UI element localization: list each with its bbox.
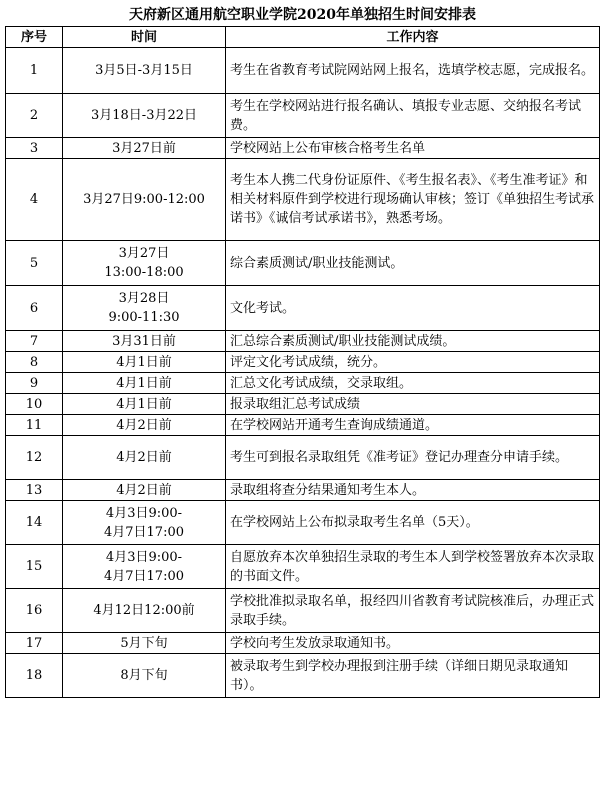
row-time-line: 3月18日-3月22日	[90, 108, 198, 123]
table-row	[6, 501, 600, 545]
row-time	[63, 331, 226, 352]
row-time	[63, 159, 226, 241]
row-time-line: 4月1日前	[116, 396, 172, 412]
row-number: 14	[6, 501, 63, 545]
row-time	[63, 633, 226, 654]
row-time-line: 4月1日前	[116, 375, 172, 391]
row-time-line: 3月28日	[118, 291, 170, 306]
table-row	[6, 159, 600, 241]
row-number: 4	[6, 159, 63, 241]
row-content: 录取组将查分结果通知考生本人。	[226, 480, 600, 501]
row-time-line: 8月下旬	[120, 668, 168, 683]
row-number: 2	[6, 94, 63, 138]
table-row	[6, 48, 600, 94]
row-number: 7	[6, 331, 63, 352]
row-number: 12	[6, 436, 63, 480]
table-row	[6, 654, 600, 698]
row-content: 自愿放弃本次单独招生录取的考生本人到学校签署放弃本次录取的书面文件。	[226, 545, 600, 589]
row-time-line: 3月31日前	[112, 333, 176, 349]
table-row	[6, 633, 600, 654]
row-content: 学校向考生发放录取通知书。	[226, 633, 600, 654]
row-time-line: 3月27日	[118, 246, 170, 261]
table-row	[6, 94, 600, 138]
page-title: 天府新区通用航空职业学院2020年单独招生时间安排表	[129, 7, 476, 23]
row-time	[63, 501, 226, 545]
row-time	[63, 480, 226, 501]
row-time	[63, 415, 226, 436]
row-time	[63, 138, 226, 159]
row-time-line: 4月12日12:00前	[93, 603, 195, 618]
row-content: 在学校网站开通考生查询成绩通道。	[226, 415, 600, 436]
row-time	[63, 241, 226, 286]
row-content: 文化考试。	[226, 286, 600, 331]
row-content: 评定文化考试成绩，统分。	[226, 352, 600, 373]
row-number: 5	[6, 241, 63, 286]
row-content: 考生本人携二代身份证原件、《考生报名表》、《考生准考证》和相关材料原件到学校进行现场确认审核；签订《单独招生考试承诺书》《诚信考试承诺书》，熟悉考场。	[226, 159, 600, 241]
table-row	[6, 394, 600, 415]
row-time	[63, 545, 226, 589]
row-number: 3	[6, 138, 63, 159]
row-content: 考生在学校网站进行报名确认、填报专业志愿、交纳报名考试费。	[226, 94, 600, 138]
table-row	[6, 352, 600, 373]
header-time: 时间	[63, 27, 226, 48]
row-content: 在学校网站上公布拟录取考生名单（5天）。	[226, 501, 600, 545]
table-row	[6, 286, 600, 331]
row-content: 学校批准拟录取名单，报经四川省教育考试院核准后，办理正式录取手续。	[226, 589, 600, 633]
table-row	[6, 589, 600, 633]
row-time-line: 4月2日前	[116, 450, 172, 465]
row-time-line: 13:00-18:00	[104, 265, 184, 280]
row-content: 学校网站上公布审核合格考生名单	[226, 138, 600, 159]
table-row	[6, 241, 600, 286]
table-row	[6, 436, 600, 480]
row-content: 报录取组汇总考试成绩	[226, 394, 600, 415]
row-time-line: 3月27日前	[112, 140, 176, 156]
table-row	[6, 545, 600, 589]
row-number: 13	[6, 480, 63, 501]
row-time-line: 4月2日前	[116, 482, 172, 498]
row-time	[63, 352, 226, 373]
row-time	[63, 48, 226, 94]
row-number: 15	[6, 545, 63, 589]
row-time	[63, 394, 226, 415]
row-number: 17	[6, 633, 63, 654]
row-time-line: 3月27日9:00-12:00	[83, 192, 205, 207]
row-number: 1	[6, 48, 63, 94]
table-row	[6, 138, 600, 159]
row-time-line: 4月2日前	[116, 417, 172, 433]
row-content: 考生可到报名录取组凭《准考证》登记办理查分申请手续。	[226, 436, 600, 480]
row-content: 综合素质测试/职业技能测试。	[226, 241, 600, 286]
header-content: 工作内容	[226, 27, 600, 48]
row-time-line: 4月3日9:00-	[105, 505, 183, 521]
header-no: 序号	[6, 27, 63, 48]
row-time	[63, 654, 226, 698]
row-time	[63, 436, 226, 480]
row-time-line: 4月1日前	[116, 354, 172, 370]
row-time-line: 3月5日-3月15日	[95, 63, 193, 78]
row-content: 考生在省教育考试院网站网上报名，选填学校志愿，完成报名。	[226, 48, 600, 94]
table-header-row	[6, 27, 600, 48]
row-number: 8	[6, 352, 63, 373]
row-time-line: 4月3日9:00-	[105, 549, 183, 565]
row-time-line: 9:00-11:30	[108, 310, 180, 325]
row-number: 11	[6, 415, 63, 436]
row-time	[63, 589, 226, 633]
row-content: 被录取考生到学校办理报到注册手续（详细日期见录取通知书）。	[226, 654, 600, 698]
row-time	[63, 286, 226, 331]
schedule-table	[5, 26, 600, 698]
row-number: 18	[6, 654, 63, 698]
table-row	[6, 331, 600, 352]
row-time-line: 5月下旬	[120, 635, 168, 651]
row-number: 10	[6, 394, 63, 415]
row-time	[63, 373, 226, 394]
table-row	[6, 415, 600, 436]
row-time-line: 4月7日17:00	[103, 568, 184, 584]
table-row	[6, 480, 600, 501]
row-number: 9	[6, 373, 63, 394]
row-content: 汇总综合素质测试/职业技能测试成绩。	[226, 331, 600, 352]
table-row	[6, 373, 600, 394]
row-number: 16	[6, 589, 63, 633]
row-content: 汇总文化考试成绩，交录取组。	[226, 373, 600, 394]
row-time	[63, 94, 226, 138]
row-number: 6	[6, 286, 63, 331]
row-time-line: 4月7日17:00	[103, 524, 184, 540]
